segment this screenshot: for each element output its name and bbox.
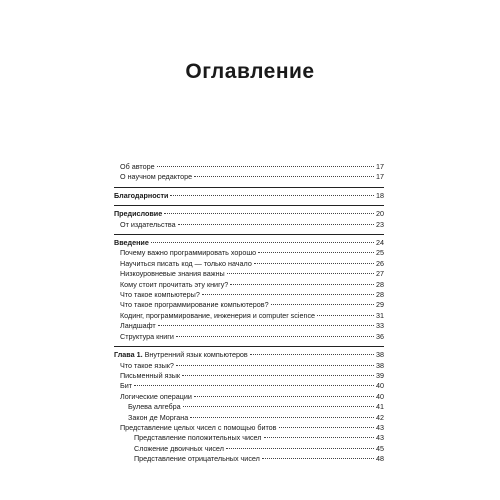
dot-leader	[258, 251, 374, 253]
toc-entry[interactable]	[114, 248, 384, 258]
toc-page-number: 40	[376, 381, 384, 391]
toc-page-number: 26	[376, 258, 384, 268]
toc-page-number: 41	[376, 402, 384, 412]
toc-entry-label: Представление целых чисел с помощью битов	[120, 422, 277, 432]
toc-entry-label	[114, 350, 248, 360]
dot-leader	[178, 223, 374, 225]
toc-page-number: 17	[376, 162, 384, 171]
dot-leader	[176, 364, 374, 366]
dot-leader	[190, 416, 374, 418]
toc-entry[interactable]	[114, 259, 384, 269]
dot-leader	[183, 405, 374, 407]
toc-entry[interactable]	[114, 361, 384, 371]
toc-page-number: 18	[376, 190, 384, 200]
toc-entry[interactable]	[114, 300, 384, 310]
toc-entry-label: Структура книги	[120, 331, 174, 341]
dot-leader	[250, 353, 374, 355]
toc-entry[interactable]	[114, 332, 384, 342]
dot-leader	[151, 241, 374, 243]
toc-entry-label: Кому стоит прочитать эту книгу?	[120, 279, 229, 289]
toc-entry-about-author[interactable]	[114, 162, 384, 172]
toc-page-number: 29	[376, 300, 384, 310]
toc-page-number: 43	[376, 422, 384, 432]
toc-entry-label: Булева алгебра	[128, 402, 181, 412]
dot-leader	[230, 283, 374, 285]
toc-page-number: 48	[376, 454, 384, 464]
dot-leader	[227, 272, 374, 274]
toc-entry[interactable]	[114, 371, 384, 381]
toc-entry-label: Низкоуровневые знания важны	[120, 269, 225, 279]
toc-entry[interactable]	[114, 269, 384, 279]
dot-leader	[158, 324, 374, 326]
toc-entry[interactable]	[114, 381, 384, 391]
toc-entry-label: Представление отрицательных чисел	[134, 454, 260, 464]
toc-page-number: 28	[376, 279, 384, 289]
toc-entry[interactable]	[114, 311, 384, 321]
toc-entry[interactable]	[114, 321, 384, 331]
toc-entry[interactable]	[114, 402, 384, 412]
toc-entry[interactable]	[114, 290, 384, 300]
dot-leader	[176, 335, 374, 337]
toc-entry[interactable]	[114, 280, 384, 290]
toc-page-number: 45	[376, 443, 384, 453]
dot-leader	[182, 374, 374, 376]
toc-section-preface	[114, 205, 384, 230]
toc-entry-label: Об авторе	[120, 162, 155, 171]
toc-entry[interactable]	[114, 392, 384, 402]
dot-leader	[226, 447, 374, 449]
toc-page-number: 25	[376, 248, 384, 258]
dot-leader	[164, 212, 374, 214]
toc-entry-label: Сложение двоичных чисел	[134, 443, 224, 453]
toc-entry-label: Научиться писать код — только начало	[120, 258, 252, 268]
toc-page-number: 43	[376, 433, 384, 443]
toc-entry-label: Ландшафт	[120, 321, 156, 331]
toc-page-number: 31	[376, 310, 384, 320]
toc-page-number: 27	[376, 269, 384, 279]
toc-entry-preface[interactable]	[114, 209, 384, 219]
dot-leader	[202, 293, 374, 295]
toc-entry-label: Введение	[114, 238, 149, 248]
dot-leader	[271, 303, 374, 305]
toc-page-number: 39	[376, 370, 384, 380]
toc-entry-label: Что такое компьютеры?	[120, 290, 200, 300]
toc-page-number: 20	[376, 209, 384, 219]
toc-entry-label: Логические операции	[120, 391, 192, 401]
toc-page-number: 23	[376, 219, 384, 229]
toc-entry-label: Представление положительных чисел	[134, 433, 262, 443]
toc-entry-thanks[interactable]	[114, 191, 384, 201]
chapter-title: Внутренний язык компьютеров	[144, 350, 248, 360]
dot-leader	[317, 314, 374, 316]
toc-entry-from-publisher[interactable]	[114, 220, 384, 230]
toc-entry-about-editor[interactable]	[114, 172, 384, 182]
toc-entry-chapter-1[interactable]	[114, 350, 384, 360]
dot-leader	[279, 426, 375, 428]
toc-entry-label: Что такое программирование компьютеров?	[120, 300, 269, 310]
toc-entry-label: О научном редакторе	[120, 172, 193, 182]
dot-leader	[194, 395, 374, 397]
toc-entry-label: Закон де Моргана	[128, 412, 189, 422]
toc-entry-label: От издательства	[120, 219, 176, 229]
toc-page-number: 24	[376, 238, 384, 248]
toc-section-chapter-1	[114, 346, 384, 464]
toc-entry[interactable]	[114, 423, 384, 433]
toc-entry-intro[interactable]	[114, 238, 384, 248]
toc-page-number: 40	[376, 391, 384, 401]
chapter-number: Глава 1.	[114, 350, 143, 360]
toc-page-number: 33	[376, 321, 384, 331]
toc-entry[interactable]	[114, 454, 384, 464]
toc-entry-label: Благодарности	[114, 190, 169, 200]
toc-entry-label: Кодинг, программирование, инженерия и computer science	[120, 310, 316, 320]
toc-page-number: 38	[376, 360, 384, 370]
toc-entry-label: Почему важно программировать хорошо	[120, 248, 257, 258]
toc-section-thanks	[114, 187, 384, 201]
toc-page-number: 42	[376, 412, 384, 422]
toc-entry[interactable]	[114, 413, 384, 423]
toc-entry-label: Бит	[120, 381, 133, 391]
dot-leader	[262, 457, 374, 459]
toc-page-number: 38	[376, 350, 384, 360]
toc-entry-label: Письменный язык	[120, 370, 181, 380]
dot-leader	[194, 175, 374, 177]
dot-leader	[254, 262, 374, 264]
dot-leader	[134, 384, 374, 386]
toc-entry[interactable]	[114, 433, 384, 443]
toc-page-number: 17	[376, 172, 384, 182]
toc-page-number: 28	[376, 290, 384, 300]
dot-leader	[170, 194, 374, 196]
page-title: Оглавление	[185, 60, 315, 83]
toc-section-intro	[114, 234, 384, 342]
toc-entry-label: Что такое язык?	[120, 360, 174, 370]
toc-section-front	[114, 162, 384, 183]
table-of-contents	[114, 162, 384, 465]
dot-leader	[157, 165, 374, 167]
toc-entry[interactable]	[114, 444, 384, 454]
toc-page-number: 36	[376, 331, 384, 341]
dot-leader	[264, 436, 374, 438]
toc-entry-label: Предисловие	[114, 209, 163, 219]
